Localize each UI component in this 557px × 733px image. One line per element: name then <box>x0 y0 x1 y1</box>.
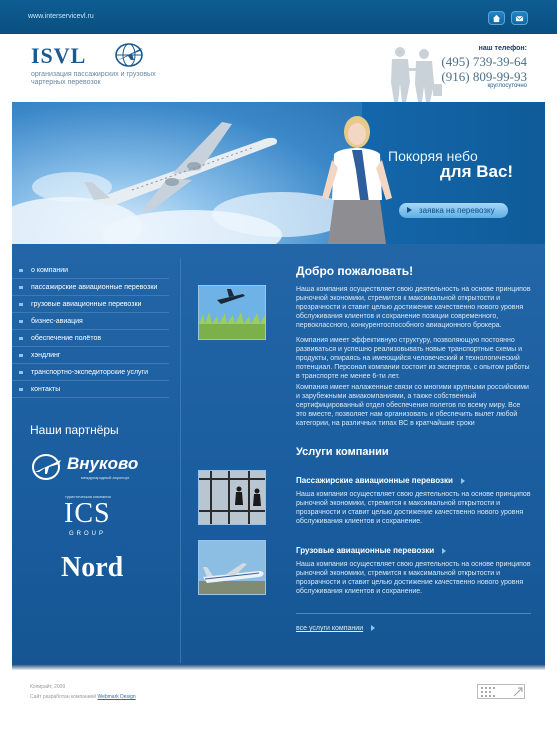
phone-availability: круглосуточно <box>487 83 527 89</box>
developer-logo-icon <box>478 685 524 698</box>
partner-vnukovo-logo[interactable] <box>31 450 151 484</box>
menu-item-business[interactable]: бизнес-авиация <box>12 313 169 330</box>
airplane-image <box>72 118 292 218</box>
business-people-image <box>378 44 448 102</box>
plane-over-grass-image <box>199 286 266 340</box>
developer-badge[interactable] <box>477 684 525 699</box>
vnukovo-icon <box>31 452 65 482</box>
phone-number-2: (916) 809-99-93 <box>441 69 527 84</box>
ics-name: ICS <box>64 498 111 529</box>
slogan-line-2: для Вас! <box>440 162 514 181</box>
all-services-link[interactable] <box>296 625 375 632</box>
developer-link[interactable]: Webmark Design <box>97 694 136 700</box>
cargo-plane-image <box>199 541 266 595</box>
home-icon <box>492 14 501 23</box>
ics-group-label: GROUP <box>69 531 107 537</box>
menu-item-handling[interactable]: хэндлинг <box>12 347 169 364</box>
globe-plane-icon <box>112 42 146 68</box>
mail-button[interactable] <box>511 11 528 25</box>
logo-subtitle: организация пассажирских и грузовых чартерных перевозок <box>31 71 156 86</box>
welcome-title: Добро пожаловать! <box>296 264 414 278</box>
mail-icon <box>515 14 524 23</box>
airport-terminal-image <box>199 471 266 525</box>
header <box>12 34 545 102</box>
phone-label: наш телефон: <box>478 45 527 52</box>
all-services-label: все услуги компании <box>296 625 364 632</box>
service-passenger-text: Наша компания осуществляет свою деятельность на основе принципов рыночной экономики, стремится к максимальной открытости и прозрачности и ставит целью достижение качественно нового уровня обслуживания клиентов и сохранение. <box>296 491 531 525</box>
welcome-paragraph-1: Наша компания осуществляет свою деятельность на основе принципов рыночной экономики, стремится к максимальной открытости и прозрачности и ставит целью достижение качественно нового уровня обслуживания клиентов и сохранение позиции современного, первоклассного, конкурентоспособного авиационного брокера. <box>296 286 531 329</box>
service-passenger-title: Пассажирские авиационные перевозки <box>296 476 453 485</box>
vnukovo-subtitle: международный аэропорт <box>81 475 130 480</box>
menu-item-about[interactable]: о компании <box>12 262 169 279</box>
site-url[interactable]: www.interservicevl.ru <box>28 13 94 20</box>
welcome-paragraph-2: Компания имеет эффективную структуру, позволяющую постоянно развиваться и успешно реализовывать новые транспортные схемы и продукты, опираясь на имеющийся человеческий и технологический потенциал. Персонал компании состоит из экспертов, с опытом работы в транспорте не менее 6-ти лет. <box>296 337 530 380</box>
partner-ics-logo[interactable] <box>31 494 121 542</box>
site-logo[interactable]: ISVL <box>31 43 87 68</box>
home-button[interactable] <box>488 11 505 25</box>
credit-prefix: Сайт разработан компанией <box>30 694 97 700</box>
menu-item-cargo[interactable]: грузовые авиационные перевозки <box>12 296 169 313</box>
menu-item-passenger[interactable]: пассажирские авиационные перевозки <box>12 279 169 296</box>
menu-item-flight-support[interactable]: обеспечение полётов <box>12 330 169 347</box>
services-title: Услуги компании <box>296 446 389 458</box>
partner-nord-logo[interactable] <box>31 552 124 588</box>
top-bar <box>0 0 557 34</box>
passenger-service-thumbnail <box>198 470 266 525</box>
ics-top-label: туристическая компания <box>65 494 111 499</box>
service-cargo-text: Наша компания осуществляет свою деятельность на основе принципов рыночной экономики, стремится к максимальной открытости и прозрачности и ставит целью достижение качественно нового уровня обслуживания клиентов и сохранение. <box>296 561 531 595</box>
partners-title: Наши партнёры <box>30 423 119 437</box>
content-bottom-edge <box>12 664 545 670</box>
welcome-paragraph-3: Компания имеет налаженные связи со многими крупными российскими и зарубежными авиакомпаниями, а также собственный сертифицированный отдел обеспечения полетов по всему миру. Все это вместе, позволяет нам организовать и обеспечить вылет любой категории, на различных типах ВС в кратчайшие сроки <box>296 384 529 427</box>
service-cargo-link[interactable] <box>296 546 446 555</box>
service-passenger-link[interactable] <box>296 476 465 485</box>
stewardess-image <box>312 110 402 244</box>
welcome-thumbnail <box>198 285 266 340</box>
order-transport-button[interactable]: заявка на перевозку <box>399 203 508 218</box>
vnukovo-name: Внуково <box>67 454 139 473</box>
nord-name: Nord <box>61 552 124 583</box>
phone-number-1: (495) 739-39-64 <box>441 54 527 69</box>
sidebar-menu <box>12 262 169 398</box>
cargo-service-thumbnail <box>198 540 266 595</box>
menu-item-forwarding[interactable]: транспортно-экспедиторские услуги <box>12 364 169 381</box>
arrow-right-icon <box>371 625 375 631</box>
developer-credit <box>30 694 136 700</box>
service-cargo-title: Грузовые авиационные перевозки <box>296 546 435 555</box>
hero-banner <box>12 102 545 244</box>
arrow-right-icon <box>442 548 446 554</box>
copyright: Копирайт, 2009 <box>30 684 66 690</box>
slogan-line-1: Покоряя небо <box>388 148 478 164</box>
menu-item-contacts[interactable]: контакты <box>12 381 169 398</box>
services-separator <box>296 613 531 614</box>
column-divider <box>180 258 181 663</box>
arrow-right-icon <box>461 478 465 484</box>
